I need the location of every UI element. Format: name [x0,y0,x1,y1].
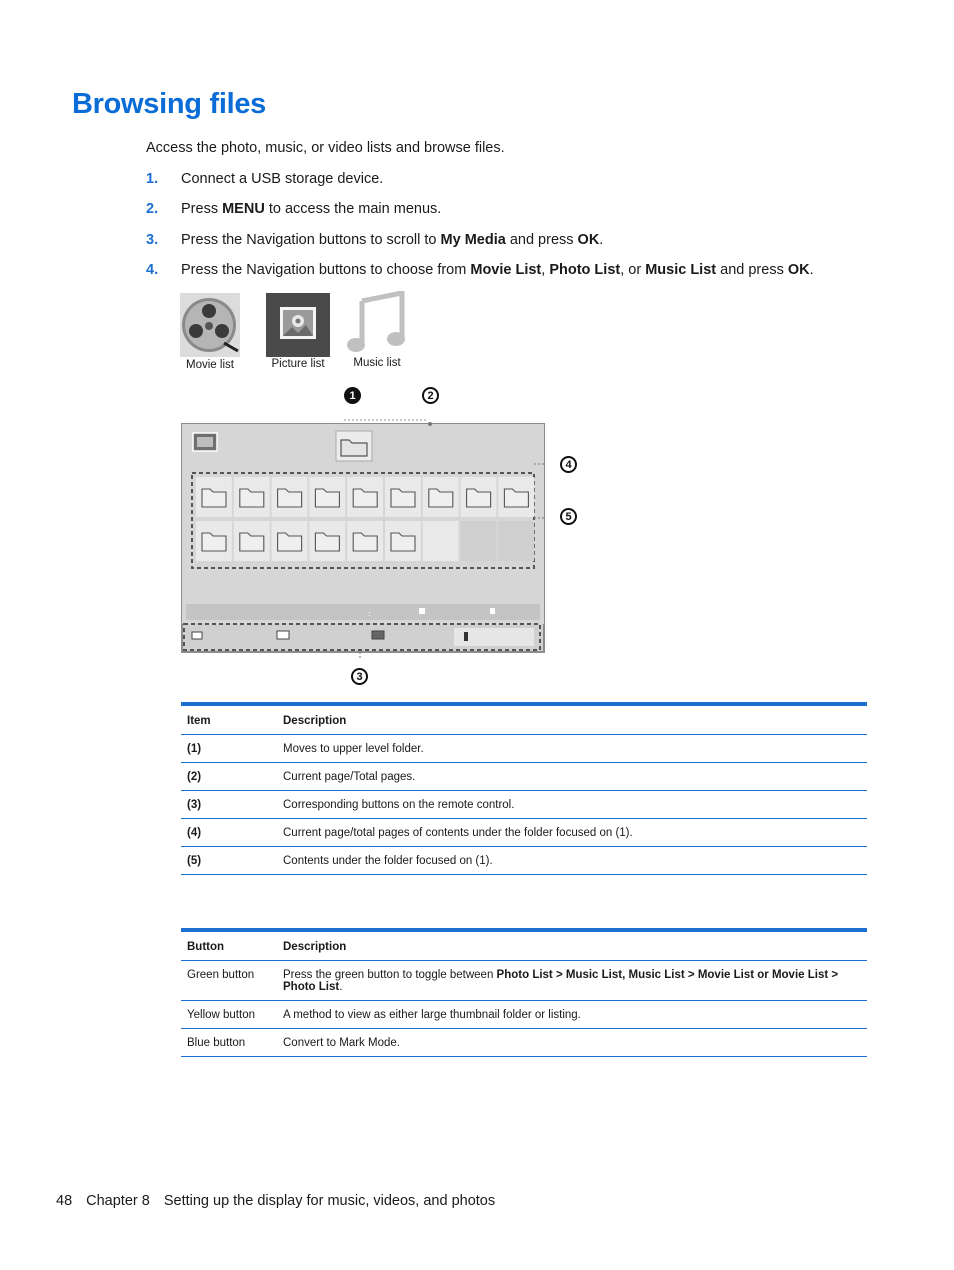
intro-text: Access the photo, music, or video lists and browse files. [146,140,505,156]
button-description [277,1001,867,1029]
item-description: Contents under the folder focused on (1). [277,847,867,875]
folder-icon [391,489,415,507]
text-run: Press the green button to toggle between [283,969,497,981]
text-run: A method to view as either large thumbnail folder or listing. [283,1009,581,1021]
file-browser-screen [178,418,550,658]
music-list-option [346,291,408,371]
music-list-label: Music list [353,357,401,369]
button-table [181,932,867,1057]
button-name: Blue button [181,1029,277,1057]
text-run: and press [505,232,578,248]
folder-icon [315,489,339,507]
folder-icon [315,533,339,551]
folder-icon [278,489,302,507]
picture-list-label: Picture list [271,358,325,370]
item-id: (3) [181,791,277,819]
movie-list-label: Movie list [186,359,234,371]
folder-icon [240,533,264,551]
item-description: Current page/total pages of contents under the folder focused on (1). [277,819,867,847]
chapter-title: Setting up the display for music, videos, and photos [163,1193,496,1209]
text-run: Press the Navigation buttons to scroll to [181,232,441,248]
step-text [181,262,814,278]
movie-list-option [180,293,240,373]
page-number: 48 [56,1193,73,1209]
folder-icon [278,533,302,551]
step-text [181,201,441,217]
picture-list-option [266,293,330,373]
button-name: Yellow button [181,1001,277,1029]
text-run: . [339,981,343,993]
text-run: Convert to Mark Mode. [283,1037,400,1049]
item-description: Corresponding buttons on the remote control. [277,791,867,819]
page-title: Browsing files [72,88,266,120]
table-row [181,1029,867,1057]
table-row [181,1001,867,1029]
folder-icon [202,533,226,551]
button-name: Green button [181,961,277,1001]
folder-icon [504,489,528,507]
table-row [181,791,867,819]
text-run: Press the Navigation buttons to choose from [181,262,471,278]
text-run: to access the main menus. [264,201,442,217]
text-run: Press [181,201,223,217]
item-id: (4) [181,819,277,847]
step-number: 1. [146,171,159,187]
page-footer [56,1193,509,1209]
item-id: (5) [181,847,277,875]
item-id: (2) [181,763,277,791]
button-description [277,1029,867,1057]
item-description: Current page/Total pages. [277,763,867,791]
button-col-header: Button [181,932,277,961]
bold-text: My Media [440,232,506,248]
item-col-header: Item [181,706,277,735]
text-run: . [599,232,604,248]
step-number: 4. [146,262,159,278]
text-run: Connect a USB storage device. [181,171,384,187]
button-description [277,961,867,1001]
table-row [181,847,867,875]
grid-cell [423,521,459,561]
table-row [181,961,867,1001]
button-table-header [181,932,867,961]
grid-cell [461,521,497,561]
bold-text: OK [577,232,600,248]
step-text [181,171,383,187]
text-run: , [541,262,550,278]
callout-5: 5 [560,508,577,525]
grid-cell [498,521,534,561]
callout-1: 1 [344,387,361,404]
film-reel-icon [180,293,240,357]
step-number: 3. [146,232,159,248]
bold-text: MENU [222,201,265,217]
bold-text: OK [787,262,810,278]
folder-icon [429,489,453,507]
callout-4: 4 [560,456,577,473]
bold-text: Photo List > Music List, Music List > Movie List or Movie List > Photo List [283,969,839,993]
bold-text: Photo List [549,262,621,278]
button-description-col-header: Description [277,932,867,961]
item-id: (1) [181,735,277,763]
step-text [181,232,603,248]
item-description: Moves to upper level folder. [277,735,867,763]
text-run: . [809,262,814,278]
text-run: , or [620,262,646,278]
table-row [181,735,867,763]
folder-icon [353,533,377,551]
callout-2: 2 [422,387,439,404]
item-table [181,706,867,875]
callout-3: 3 [351,668,368,685]
folder-icon [467,489,491,507]
chapter-label: Chapter 8 [86,1193,150,1209]
table-row [181,819,867,847]
bold-text: Movie List [470,262,542,278]
step-number: 2. [146,201,159,217]
bold-text: Music List [645,262,717,278]
music-note-icon [346,291,408,357]
folder-icon [353,489,377,507]
table-row [181,763,867,791]
svg-text::: : [368,609,371,618]
text-run: and press [716,262,788,278]
item-table-header [181,706,867,735]
description-col-header: Description [277,706,867,735]
folder-icon [240,489,264,507]
folder-icon [391,533,415,551]
folder-icon [202,489,226,507]
picture-icon [266,293,330,357]
